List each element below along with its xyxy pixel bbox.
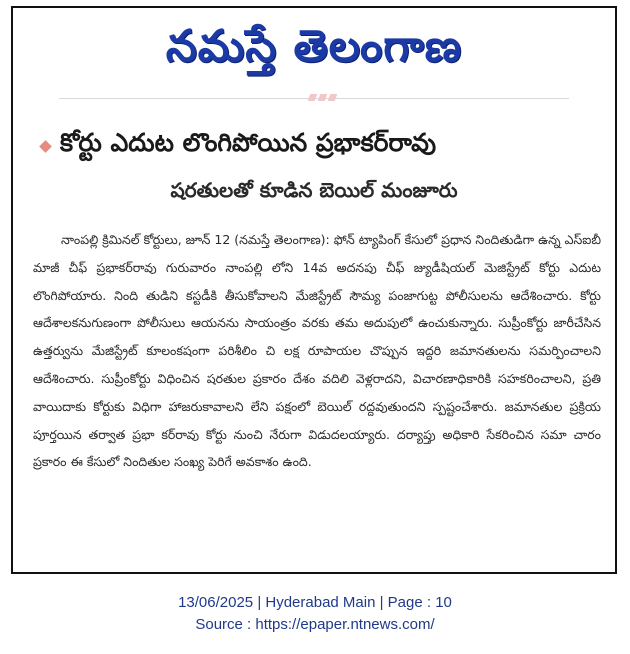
article-subheadline: షరతులతో కూడిన బెయిల్ మంజూరు — [170, 178, 458, 202]
divider-ornament — [309, 94, 336, 101]
article-headline: కోర్టు ఎదుట లొంగిపోయిన ప్రభాకర్‌రావు — [60, 128, 437, 157]
article-body — [33, 226, 601, 476]
caption-date-edition: 13/06/2025 | Hyderabad Main | Page : 10 — [178, 594, 452, 611]
masthead — [13, 12, 615, 92]
article-paragraph: నాంపల్లి క్రిమినల్ కోర్టులు, జూన్ 12 (నమస్తే తెలంగాణ): ఫోన్ ట్యాపింగ్ కేసులో ప్రధాన నిందితుడిగా ఉన్న ఎస్ఐబీ మాజీ చీఫ్ ప్రభాకర్‌రావు గురువారం నాంపల్లి లోని 14వ అదనపు చీఫ్ జ్యుడీషియల్ మెజిస్ట్రేట్ కోర్టు ఎదుట లొంగిపోయారు. నింది తుడిని కస్టడీకి తీసుకోవాలని మేజిస్ట్రేట్ సౌమ్య పంజాగుట్ట పోలీసులను ఆదేశించారు. కోర్టు ఆదేశాలకనుగుణంగా పోలీసులు ఆయనను సాయంత్రం వరకు తమ అదుపులో ఉంచుకున్నారు. సుప్రీంకోర్టు జారీచేసిన ఉత్తర్వును మేజిస్ట్రేట్ కూలంకషంగా పరిశీలిం చి లక్ష రూపాయల చొప్పున ఇద్దరి జమానతులను సమర్పించాలని ఆదేశించారు. సుప్రీంకోర్టు విధించిన షరతుల ప్రకారం దేశం వదిలి వెళ్లరాదని, విచారణాధికారికి సహకరించాలని, ప్రతి వాయిదాకు కోర్టుకు విధిగా హాజరుకావాలని లేని పక్షంలో బెయిల్ రద్దవుతుందని స్పష్టంచేశారు. జమానతుల ప్రక్రియ పూర్తయిన తర్వాత ప్రభా కర్‌రావు కోర్టు నుంచి నేరుగా విడుదలయ్యారు. దర్యాప్తు అధికారి సేకరించిన సమా చారం ప్రకారం ఈ కేసులో నిందితుల సంఖ్య పెరిగే అవకాశం ఉంది. — [33, 232, 601, 470]
caption-source-link[interactable]: Source : https://epaper.ntnews.com/ — [195, 616, 435, 633]
source-caption — [0, 592, 630, 636]
newspaper-logo: నమస్తే తెలంగాణ — [165, 21, 463, 72]
diamond-bullet-icon — [39, 140, 52, 153]
headline-row — [31, 126, 605, 166]
newspaper-clipping — [11, 6, 617, 574]
